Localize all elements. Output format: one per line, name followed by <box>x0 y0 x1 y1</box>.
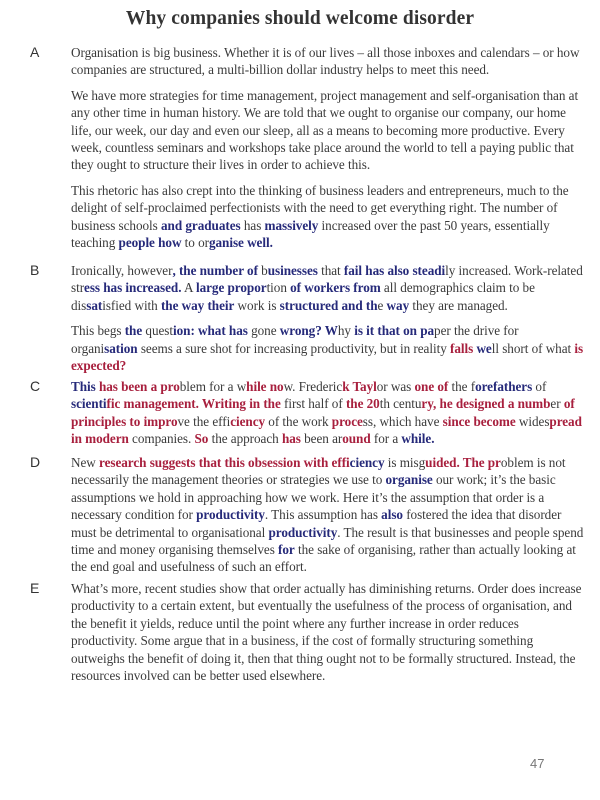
text-run: for a <box>370 431 402 447</box>
highlighted-text: is it that on pa <box>354 323 435 339</box>
highlighted-text: sation <box>104 340 138 356</box>
section-label: E <box>30 580 40 596</box>
text-run: fostered the idea that disorder must be detrimental to organisational <box>71 507 562 540</box>
highlighted-text: while. <box>401 431 435 447</box>
highlighted-text: also <box>381 507 403 523</box>
text-run: of <box>532 379 547 394</box>
highlighted-text: uided. The pr <box>425 455 501 470</box>
highlighted-text: people how <box>118 235 182 251</box>
section-body <box>71 378 585 448</box>
highlighted-text: large propor <box>195 280 267 296</box>
highlighted-text: So <box>194 431 209 447</box>
paragraph <box>71 378 585 448</box>
text-run: has <box>240 217 265 233</box>
highlighted-text: ciency <box>349 455 385 470</box>
section-body <box>71 454 585 576</box>
text-run: ll short of what <box>491 340 575 356</box>
paragraph <box>71 44 585 79</box>
text-run: hy <box>337 323 355 339</box>
text-run: the f <box>448 379 476 394</box>
text-run: per the drive for organi <box>71 323 519 356</box>
text-run: the approach <box>208 431 282 447</box>
section-label: A <box>30 44 40 60</box>
section-d <box>30 454 585 584</box>
text-run: b <box>257 263 268 278</box>
highlighted-text: sat <box>86 297 103 313</box>
highlighted-text: k Tayl <box>342 379 377 394</box>
text-run: . This assumption has <box>264 507 382 523</box>
paragraph <box>71 454 585 576</box>
text-run: blem for a w <box>179 379 247 394</box>
text-run: . The result is that businesses and people spend time and money organising themselves <box>71 524 584 558</box>
highlighted-text: research suggests that this obsession with effi <box>99 455 350 470</box>
highlighted-text: the 20 <box>345 396 380 412</box>
text-run: is misg <box>384 455 426 470</box>
highlighted-text: proce <box>331 413 363 429</box>
section-body <box>71 262 585 374</box>
text-run: er <box>550 396 564 412</box>
text-run: ve the effi <box>177 413 231 429</box>
highlighted-text: falls <box>450 340 474 356</box>
text-run: of the work <box>265 413 332 429</box>
highlighted-text: has <box>281 431 301 447</box>
highlighted-text: is expected? <box>71 340 584 374</box>
highlighted-text: ound <box>342 431 371 447</box>
text-run: gone <box>247 323 280 339</box>
text-run: w. Frederic <box>283 379 343 394</box>
text-run: they are managed. <box>409 297 508 313</box>
highlighted-text: has been a pro <box>98 379 180 394</box>
highlighted-text: This <box>71 379 96 394</box>
page-number: 47 <box>530 756 545 771</box>
highlighted-text: ganise well. <box>208 235 273 251</box>
text-run: What’s more, recent studies show that order actually has diminishing returns. Order does increase productivity to a certain extent, but eventually the usefulness of the process of organisation, and the benefit it yields, reduce until the point where any further increase in order reduces productivity. Some argue that in a business, if the cost of formally structuring something outweighs the benefit of doing it, then that thing ought not to be formally structured. Instead, the resources involved can be better used elsewhere. <box>71 581 582 684</box>
section-e <box>30 580 585 692</box>
text-run: This begs <box>71 323 125 339</box>
highlighted-text: way <box>386 297 410 313</box>
section-a <box>30 44 585 259</box>
highlighted-text: we <box>476 340 492 356</box>
text-run: ly increased. Work-related str <box>71 263 583 296</box>
text-run: quest <box>142 323 173 339</box>
text-run: all demographics claim to be dis <box>71 280 535 313</box>
highlighted-text: for <box>278 542 295 558</box>
text-run: oblem is not necessarily the management theories or strategies we use to <box>71 455 566 488</box>
text-run: to or <box>181 235 209 251</box>
highlighted-text: nagement. Writing in the <box>141 396 281 412</box>
highlighted-text: productivity <box>196 507 265 523</box>
highlighted-text: of principles to impro <box>71 396 575 429</box>
text-run: increased over the past 50 years, essentially teaching <box>71 217 550 251</box>
highlighted-text: the <box>124 323 143 339</box>
section-label: D <box>30 454 41 470</box>
section-c <box>30 378 585 456</box>
paragraph <box>71 87 585 174</box>
highlighted-text: organise <box>385 472 433 488</box>
paragraph <box>71 262 585 314</box>
text-run: isfied with <box>102 297 161 313</box>
text-run: seems a sure shot for increasing productivity, but in reality <box>137 340 450 356</box>
highlighted-text: structured and th <box>279 297 378 313</box>
text-run: tion <box>266 280 291 296</box>
highlighted-text: orefathers <box>475 379 533 394</box>
text-run: our work; it’s the basic assumptions we hold in approaching how we work. Here it’s the assumption that order is a necessary condition for <box>71 472 556 523</box>
paragraph <box>71 182 585 252</box>
paragraph <box>71 322 585 374</box>
section-label: C <box>30 378 41 394</box>
highlighted-text: massively <box>264 217 319 233</box>
highlighted-text: scienti <box>71 396 107 412</box>
highlighted-text: pread in modern <box>71 413 582 447</box>
section-b <box>30 262 585 382</box>
text-run: A <box>181 280 196 296</box>
highlighted-text: ess has increased. <box>84 280 182 296</box>
highlighted-text: fail has also steadi <box>343 263 446 278</box>
text-run: wides <box>515 413 550 429</box>
highlighted-text: since become <box>442 413 516 429</box>
highlighted-text: and graduates <box>161 217 241 233</box>
section-label: B <box>30 262 40 278</box>
article-title: Why companies should welcome disorder <box>125 8 475 29</box>
highlighted-text: fic ma <box>106 396 142 412</box>
highlighted-text: , the number of <box>172 263 258 278</box>
text-run: companies. <box>128 431 195 447</box>
highlighted-text: ion: what has <box>173 323 248 339</box>
highlighted-text: one of <box>414 379 449 394</box>
text-run: New <box>71 455 99 470</box>
highlighted-text: wrong? W <box>279 323 338 339</box>
text-run: been ar <box>300 431 343 447</box>
text-run: Ironically, however <box>71 263 173 278</box>
text-run: Organisation is big business. Whether it is of our lives – all those inboxes and calendars – or how companies are structured, a multi-billion dollar industry helps to meet this need. <box>71 45 580 78</box>
text-run: ss, which have <box>362 413 443 429</box>
text-run: that <box>317 263 344 278</box>
text-run: work is <box>234 297 280 313</box>
text-run: This rhetoric has also crept into the thinking of business leaders and entrepreneurs, much to the delight of self-proclaimed perfectionists with the need to get everything right. The number of business schools <box>71 182 569 233</box>
text-run: We have more strategies for time management, project management and self-organisation than at any other time in human history. We are told that we ought to organise our company, our home life, our week, our day and even our sleep, all as a means to becoming more productive. Every week, countless seminars and workshops take place around the world to tell a paying public that they ought to structure their lives in order to achieve this. <box>71 87 579 173</box>
text-run: th centu <box>379 396 422 412</box>
highlighted-text: ry, he designed a numb <box>421 396 551 412</box>
text-run: or was <box>376 379 415 394</box>
highlighted-text: the way their <box>160 297 235 313</box>
text-run: the sake of organising, rather than actually looking at the end goal and usefulness of such an effort. <box>71 542 576 575</box>
highlighted-text: hile no <box>246 379 284 394</box>
highlighted-text: productivity <box>268 524 338 540</box>
highlighted-text: usinesses <box>267 263 318 278</box>
text-run: first half of <box>280 396 346 412</box>
highlighted-text: ciency <box>230 413 266 429</box>
section-body <box>71 580 585 684</box>
paragraph <box>71 580 585 684</box>
highlighted-text: of workers from <box>290 280 381 296</box>
text-run: e <box>377 297 387 313</box>
section-body <box>71 44 585 251</box>
